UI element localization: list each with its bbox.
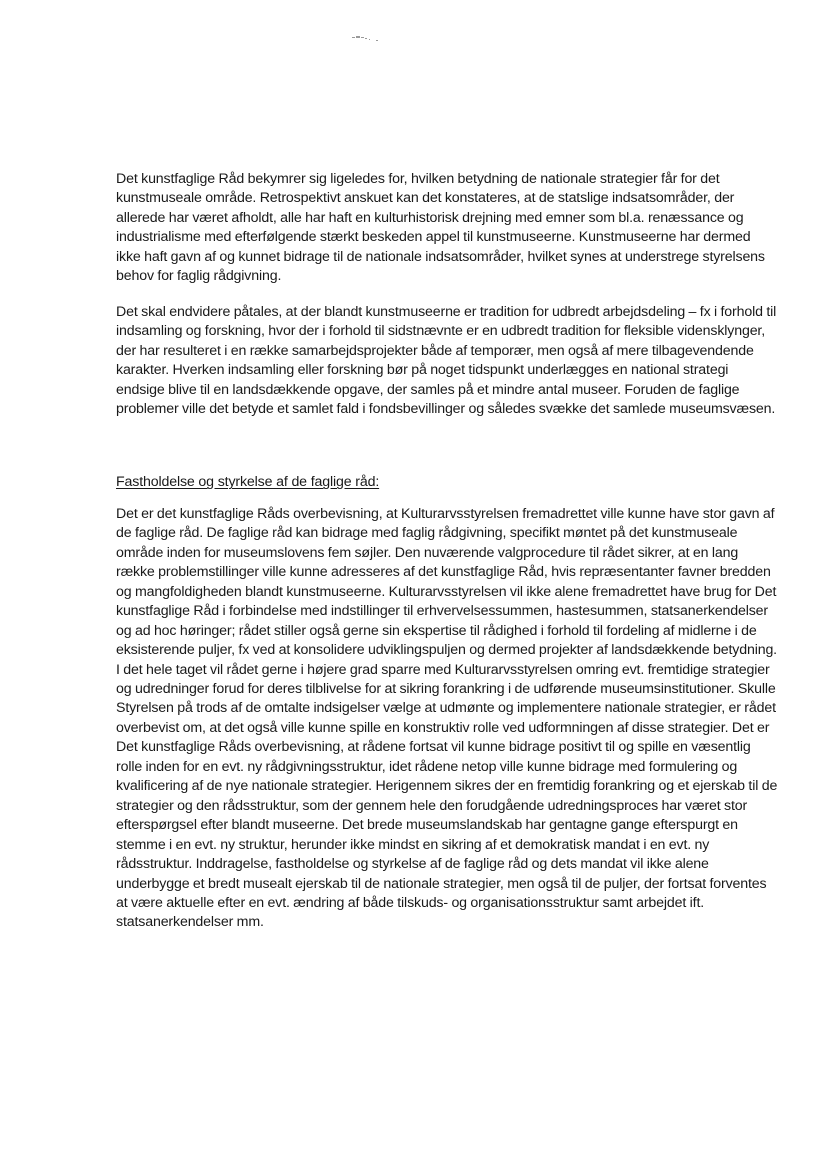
scan-dot xyxy=(356,36,360,38)
paragraph-strategy-concern: Det kunstfaglige Råd bekymrer sig ligeledes for, hvilken betydning de nationale strategier får for det kunstmuseale område. Retrospektivt anskuet kan det konstateres, at de statslige indsatsområder, der allerede har været afholdt, alle har haft en kulturhistorisk drejning med emner som bl.a. renæssance og industrialisme med efterfølgende stærkt beskeden appel til kunstmuseerne. Kunstmuseerne har dermed ikke haft gavn af og kunnet bidrage til de nationale indsatsområder, hvilket synes at understrege styrelsens behov for faglig rådgivning. xyxy=(116,171,765,285)
paragraph-division-of-labour: Det skal endvidere påtales, at der blandt kunstmuseerne er tradition for udbredt arbejdsdeling – fx i forhold til indsamling og forskning, hvor der i forhold til sidstnævnte er en udbredt tradition for fleksible vidensklynger, der har resulteret i en række samarbejdsprojekter både af temporær, men også af mere tilbagevendende karakter. Hverken indsamling eller forskning bør på noget tidspunkt underlægges en national strategi endsige blive til en landsdækkende opgave, der samles på et mindre antal museer. Foruden de faglige problemer ville det betyde et samlet fald i fondsbevillinger og således svække det samlede museumsvæsen. xyxy=(116,303,777,417)
section-heading: Fastholdelse og styrkelse af de faglige råd: xyxy=(116,474,380,491)
scan-dot xyxy=(376,40,378,41)
scan-dot xyxy=(369,39,370,40)
scan-dot xyxy=(361,37,364,38)
scan-dot xyxy=(365,38,367,39)
scan-artifact xyxy=(352,34,382,42)
document-body xyxy=(116,170,778,933)
paragraph-faglige-raad: Det er det kunstfaglige Råds overbevisning, at Kulturarvsstyrelsen fremadrettet ville kunne have stor gavn af de faglige råd. De faglige råd kan bidrage med faglig rådgivning, specifikt møntet på det kunstmuseale område inden for museumslovens fem søjler. Den nuværende valgprocedure til rådet sikrer, at en lang række problemstillinger ville kunne adresseres af det kunstfaglige Råd, hvis repræsentanter favner bredden og mangfoldigheden blandt kunstmuseerne. Kulturarvsstyrelsen vil ikke alene fremadrettet have brug for Det kunstfaglige Råd i forbindelse med indstillinger til erhvervelsessummen, hastesummen, statsanerkendelser og ad hoc høringer; rådet stiller også gerne sin ekspertise til rådighed i forhold til fordeling af midlerne i de eksisterende puljer, fx ved at konsolidere udviklingspuljen og dermed projekter af landsdækkende betydning. I det hele taget vil rådet gerne i højere grad sparre med Kulturarvsstyrelsen omring evt. fremtidige strategier og udredninger forud for deres tilblivelse for at sikring forankring i de udførende museumsinstitutioner. Skulle Styrelsen på trods af de omtalte indsigelser vælge at udmønte og implementere nationale strategier, er rådet overbevist om, at det også ville kunne spille en konstruktiv rolle ved udformningen af disse strategier. Det er Det kunstfaglige Råds overbevisning, at rådene fortsat vil kunne bidrage positivt til og spille en væsentlig rolle inden for en evt. ny rådgivningsstruktur, idet rådene netop ville kunne bidrage med formulering og kvalificering af de nye nationale strategier. Herigennem sikres der en fremtidig forankring og et ejerskab til de strategier og den rådsstruktur, som der gennem hele den forudgående udredningsproces har været stor efterspørgsel efter blandt museerne. Det brede museumslandskab har gentagne gange efterspurgt en stemme i en evt. ny struktur, herunder ikke mindst en sikring af et demokratisk mandat i en evt. ny rådsstruktur. Inddragelse, fastholdelse og styrkelse af de faglige råd og dets mandat vil ikke alene underbygge et bredt musealt ejerskab til de nationale strategier, men også til de puljer, der fortsat forventes at være aktuelle efter en evt. ændring af både tilskuds- og organisationsstruktur samt arbejdet ift. statsanerkendelser mm. xyxy=(116,505,778,931)
scan-dot xyxy=(352,37,355,38)
